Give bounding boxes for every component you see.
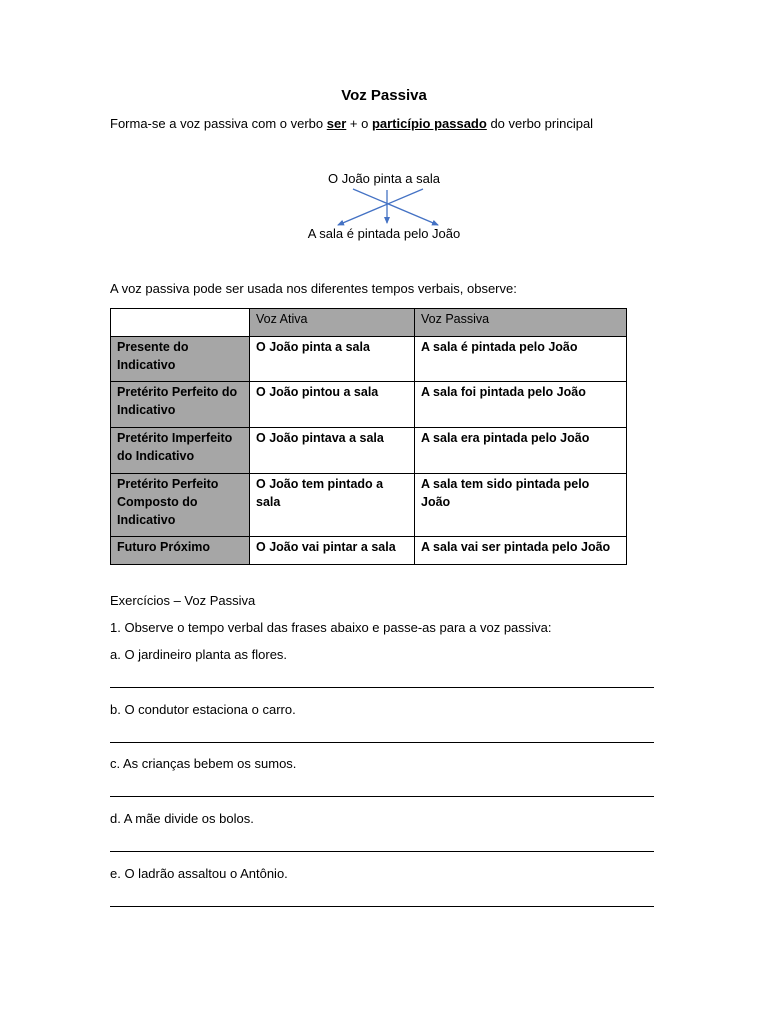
page-title: Voz Passiva bbox=[341, 87, 427, 104]
arrow-left bbox=[338, 189, 423, 225]
answer-line[interactable] bbox=[110, 906, 654, 907]
passive-cell: A sala tem sido pintada pelo João bbox=[415, 474, 627, 537]
exercises-heading: Exercícios – Voz Passiva bbox=[110, 593, 256, 608]
answer-line[interactable] bbox=[110, 796, 654, 797]
tense-cell: Pretérito Perfeito Composto do Indicativo bbox=[111, 474, 250, 537]
active-cell: O João vai pintar a sala bbox=[250, 537, 415, 565]
table-row bbox=[111, 337, 627, 382]
tense-cell: Futuro Próximo bbox=[111, 537, 250, 565]
exercise-item: e. O ladrão assaltou o Antônio. bbox=[110, 866, 288, 881]
exercise-item: d. A mãe divide os bolos. bbox=[110, 811, 254, 826]
table-row bbox=[111, 537, 627, 565]
active-cell: O João pinta a sala bbox=[250, 337, 415, 382]
answer-line[interactable] bbox=[110, 687, 654, 688]
passive-cell: A sala vai ser pintada pelo João bbox=[415, 537, 627, 565]
table-intro: A voz passiva pode ser usada nos diferentes tempos verbais, observe: bbox=[110, 281, 517, 296]
diagram-arrows bbox=[320, 188, 450, 228]
exercise-item: b. O condutor estaciona o carro. bbox=[110, 702, 296, 717]
table-header-passive: Voz Passiva bbox=[415, 309, 627, 337]
table-row bbox=[111, 428, 627, 474]
intro-suffix: do verbo principal bbox=[486, 116, 594, 131]
passive-cell: A sala é pintada pelo João bbox=[415, 337, 627, 382]
tense-cell: Pretérito Imperfeito do Indicativo bbox=[111, 428, 250, 474]
diagram-passive-sentence: A sala é pintada pelo João bbox=[307, 226, 461, 241]
intro-middle: + o bbox=[346, 116, 372, 131]
active-cell: O João pintou a sala bbox=[250, 382, 415, 428]
exercise-item: c. As crianças bebem os sumos. bbox=[110, 756, 297, 771]
intro-sentence bbox=[110, 116, 593, 132]
voice-table bbox=[110, 308, 627, 565]
intro-prefix: Forma-se a voz passiva com o verbo bbox=[110, 116, 327, 131]
passive-cell: A sala era pintada pelo João bbox=[415, 428, 627, 474]
table-header-active: Voz Ativa bbox=[250, 309, 415, 337]
passive-cell: A sala foi pintada pelo João bbox=[415, 382, 627, 428]
arrow-right bbox=[353, 189, 438, 225]
intro-participle: particípio passado bbox=[371, 116, 487, 131]
table-row bbox=[111, 382, 627, 428]
table-header-empty bbox=[111, 309, 250, 337]
answer-line[interactable] bbox=[110, 851, 654, 852]
active-cell: O João tem pintado a sala bbox=[250, 474, 415, 537]
answer-line[interactable] bbox=[110, 742, 654, 743]
table-row bbox=[111, 474, 627, 537]
tense-cell: Pretérito Perfeito do Indicativo bbox=[111, 382, 250, 428]
diagram-active-sentence: O João pinta a sala bbox=[327, 171, 441, 186]
tense-cell: Presente do Indicativo bbox=[111, 337, 250, 382]
intro-verb: ser bbox=[326, 116, 347, 131]
table-header-row bbox=[111, 309, 627, 337]
exercise-item: a. O jardineiro planta as flores. bbox=[110, 647, 288, 662]
exercises-instruction: 1. Observe o tempo verbal das frases abaixo e passe-as para a voz passiva: bbox=[110, 620, 552, 635]
active-cell: O João pintava a sala bbox=[250, 428, 415, 474]
